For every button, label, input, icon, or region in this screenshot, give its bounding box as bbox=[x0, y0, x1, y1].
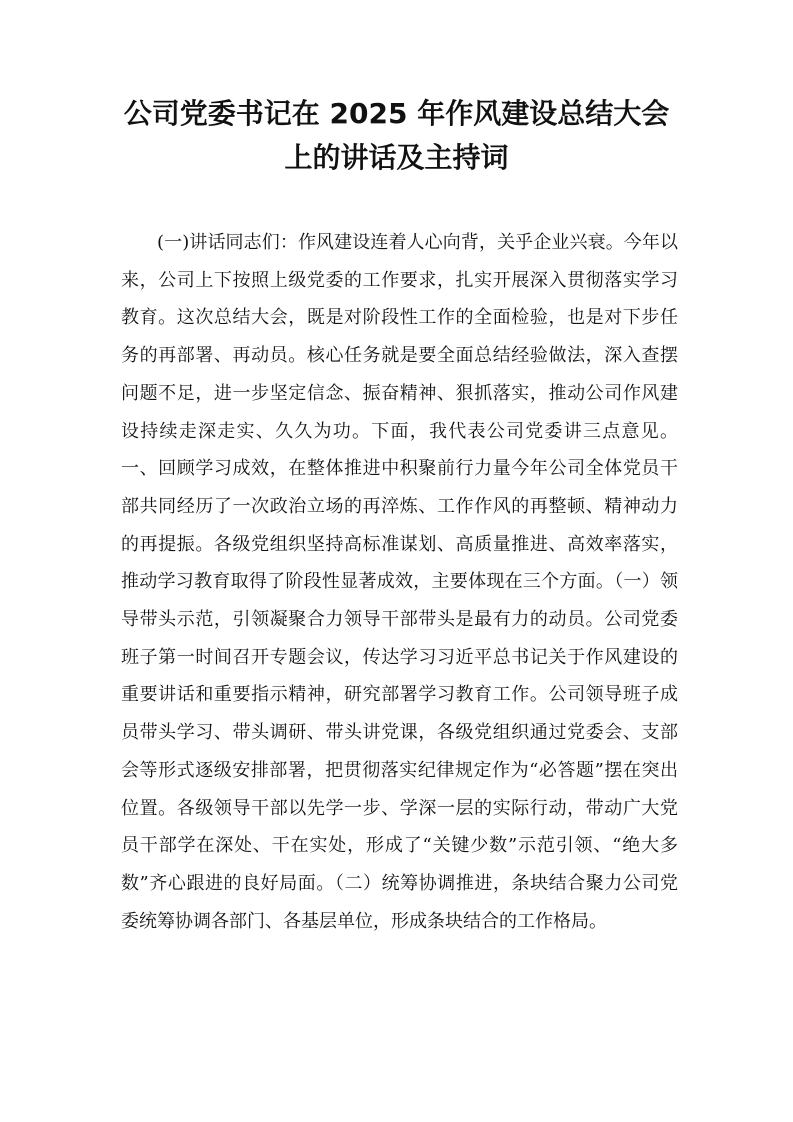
document-title bbox=[100, 92, 693, 180]
title-line-1: 公司党委书记在 2025 年作风建设总结大会 bbox=[123, 97, 670, 130]
document-body bbox=[121, 224, 678, 940]
title-line-2: 上的讲话及主持词 bbox=[284, 141, 509, 174]
body-paragraph: (一)讲话同志们：作风建设连着人心向背，关乎企业兴衰。今年以来，公司上下按照上级党委的工作要求，扎实开展深入贯彻落实学习教育。这次总结大会，既是对阶段性工作的全面检验，也是对下步任务的再部署、再动员。核心任务就是要全面总结经验做法，深入查摆问题不足，进一步坚定信念、振奋精神、狠抓落实，推动公司作风建设持续走深走实、久久为功。下面，我代表公司党委讲三点意见。一、回顾学习成效，在整体推进中积聚前行力量今年公司全体党员干部共同经历了一次政治立场的再淬炼、工作作风的再整顿、精神动力的再提振。各级党组织坚持高标准谋划、高质量推进、高效率落实，推动学习教育取得了阶段性显著成效，主要体现在三个方面。（一）领导带头示范，引领凝聚合力领导干部带头是最有力的动员。公司党委班子第一时间召开专题会议，传达学习习近平总书记关于作风建设的重要讲话和重要指示精神，研究部署学习教育工作。公司领导班子成员带头学习、带头调研、带头讲党课，各级党组织通过党委会、支部会等形式逐级安排部署，把贯彻落实纪律规定作为“必答题”摆在突出位置。各级领导干部以先学一步、学深一层的实际行动，带动广大党员干部学在深处、干在实处，形成了“关键少数”示范引领、“绝大多数”齐心跟进的良好局面。（二）统筹协调推进，条块结合聚力公司党委统筹协调各部门、各基层单位，形成条块结合的工作格局。 bbox=[121, 232, 678, 932]
